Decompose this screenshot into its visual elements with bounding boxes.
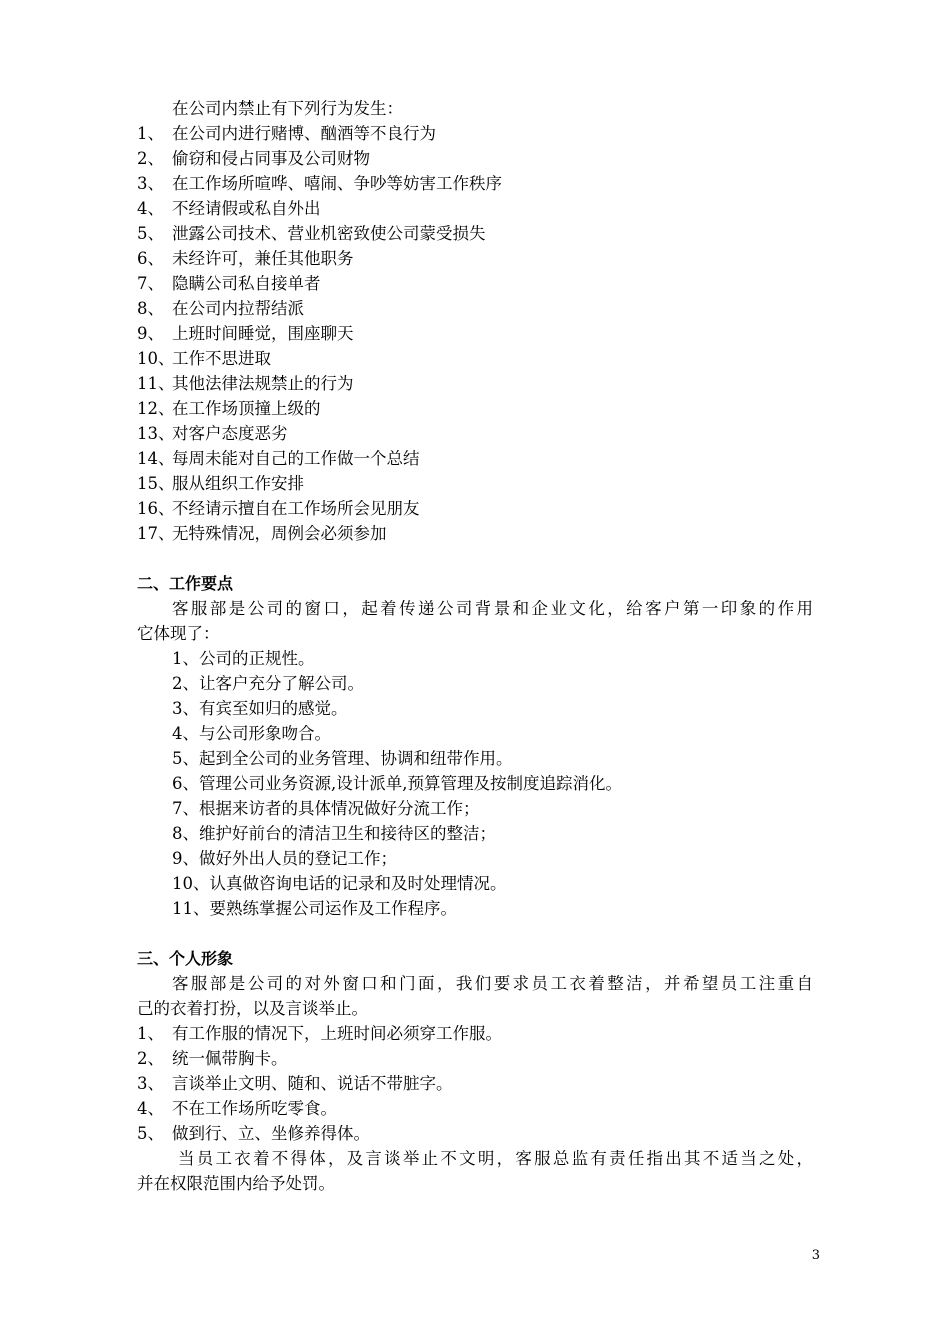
- item-number: 4、: [137, 199, 164, 218]
- item-text: 每周未能对自己的工作做一个总结: [172, 449, 420, 468]
- item-number: 5、: [137, 1124, 164, 1143]
- list-item: [0, 696, 950, 721]
- item-text: 有工作服的情况下，上班时间必须穿工作服。: [172, 1024, 502, 1043]
- item-text: 服从组织工作安排: [172, 474, 304, 493]
- list-item: [0, 1121, 950, 1146]
- list-item: [0, 871, 950, 896]
- list-item: [0, 321, 950, 346]
- paragraph-text: 己的衣着打扮，以及言谈举止。: [137, 999, 368, 1018]
- item-text: 言谈举止文明、随和、说话不带脏字。: [172, 1074, 453, 1093]
- section3-para-line: [0, 996, 950, 1021]
- item-number: 4、: [137, 1099, 164, 1118]
- list-item: [0, 296, 950, 321]
- paragraph-text: 并在权限范围内给予处罚。: [137, 1174, 335, 1193]
- item-number: 5、: [137, 224, 164, 243]
- list-item: [0, 671, 950, 696]
- item-number: 2、: [137, 149, 164, 168]
- item-number: 1、: [137, 124, 164, 143]
- item-number: 13、: [137, 424, 175, 443]
- item-text: 隐瞒公司私自接单者: [172, 274, 321, 293]
- item-number: 15、: [137, 474, 175, 493]
- item-number: 3、: [137, 174, 164, 193]
- item-text: 泄露公司技术、营业机密致使公司蒙受损失: [172, 224, 486, 243]
- item-text: 无特殊情况，周例会必须参加: [172, 524, 387, 543]
- list-item: [0, 246, 950, 271]
- list-item: [0, 396, 950, 421]
- paragraph-text: 客服部是公司的窗口，起着传递公司背景和企业文化，给客户第一印象的作用: [172, 599, 813, 618]
- item-number: 6、: [137, 249, 164, 268]
- list-item: [0, 1021, 950, 1046]
- list-item: [0, 796, 950, 821]
- paragraph-text: 当员工衣着不得体，及言谈举止不文明，客服总监有责任指出其不适当之处，: [178, 1149, 813, 1168]
- section-heading: 二、工作要点: [137, 574, 234, 593]
- item-text: 6、管理公司业务资源,设计派单,预算管理及按制度追踪消化。: [172, 774, 622, 793]
- list-item: [0, 646, 950, 671]
- item-text: 3、有宾至如归的感觉。: [172, 699, 348, 718]
- item-text: 11、要熟练掌握公司运作及工作程序。: [172, 899, 457, 918]
- list-item: [0, 271, 950, 296]
- list-item: [0, 1046, 950, 1071]
- item-text: 统一佩带胸卡。: [172, 1049, 288, 1068]
- list-item: [0, 521, 950, 546]
- list-item: [0, 721, 950, 746]
- list-item: [0, 421, 950, 446]
- list-item: [0, 471, 950, 496]
- item-text: 在公司内进行赌博、酗酒等不良行为: [172, 124, 436, 143]
- item-text: 工作不思进取: [172, 349, 271, 368]
- section3-para-line: [0, 971, 950, 996]
- section2-para-line: [0, 621, 950, 646]
- list-item: [0, 146, 950, 171]
- item-text: 5、起到全公司的业务管理、协调和纽带作用。: [172, 749, 513, 768]
- list-item: [0, 821, 950, 846]
- list-item: [0, 846, 950, 871]
- list-item: [0, 171, 950, 196]
- item-number: 2、: [137, 1049, 164, 1068]
- item-text: 做到行、立、坐修养得体。: [172, 1124, 370, 1143]
- item-text: 7、根据来访者的具体情况做好分流工作；: [172, 799, 480, 818]
- item-text: 对客户态度恶劣: [172, 424, 288, 443]
- item-text: 偷窃和侵占同事及公司财物: [172, 149, 370, 168]
- item-number: 11、: [137, 374, 175, 393]
- section-heading: 三、个人形象: [137, 949, 234, 968]
- item-number: 8、: [137, 299, 164, 318]
- item-text: 9、做好外出人员的登记工作；: [172, 849, 397, 868]
- section1-intro: 在公司内禁止有下列行为发生：: [172, 99, 403, 118]
- item-text: 未经许可，兼任其他职务: [172, 249, 354, 268]
- list-item: [0, 1071, 950, 1096]
- item-text: 1、公司的正规性。: [172, 649, 315, 668]
- item-text: 在工作场顶撞上级的: [172, 399, 321, 418]
- list-item: [0, 1096, 950, 1121]
- list-item: [0, 771, 950, 796]
- section1-intro-line: [0, 96, 950, 121]
- item-number: 12、: [137, 399, 175, 418]
- item-text: 不经请假或私自外出: [172, 199, 321, 218]
- paragraph-text: 客服部是公司的对外窗口和门面，我们要求员工衣着整洁，并希望员工注重自: [172, 974, 813, 993]
- list-item: [0, 121, 950, 146]
- closing-line: [0, 1171, 950, 1196]
- item-text: 2、让客户充分了解公司。: [172, 674, 364, 693]
- item-text: 不经请示擅自在工作场所会见朋友: [172, 499, 420, 518]
- section2-heading-line: [0, 571, 950, 596]
- list-item: [0, 746, 950, 771]
- item-number: 1、: [137, 1024, 164, 1043]
- item-text: 在工作场所喧哗、嘻闹、争吵等妨害工作秩序: [172, 174, 502, 193]
- closing-line: [0, 1146, 950, 1171]
- item-number: 3、: [137, 1074, 164, 1093]
- item-text: 不在工作场所吃零食。: [172, 1099, 337, 1118]
- list-item: [0, 896, 950, 921]
- list-item: [0, 196, 950, 221]
- list-item: [0, 446, 950, 471]
- item-number: 7、: [137, 274, 164, 293]
- item-text: 上班时间睡觉，围座聊天: [172, 324, 354, 343]
- item-text: 8、维护好前台的清洁卫生和接待区的整洁；: [172, 824, 496, 843]
- item-number: 16、: [137, 499, 175, 518]
- section2-para-line: [0, 596, 950, 621]
- item-number: 17、: [137, 524, 175, 543]
- list-item: [0, 221, 950, 246]
- item-text: 在公司内拉帮结派: [172, 299, 304, 318]
- item-text: 4、与公司形象吻合。: [172, 724, 331, 743]
- item-number: 14、: [137, 449, 175, 468]
- list-item: [0, 346, 950, 371]
- list-item: [0, 496, 950, 521]
- item-text: 其他法律法规禁止的行为: [172, 374, 354, 393]
- item-text: 10、认真做咨询电话的记录和及时处理情况。: [172, 874, 507, 893]
- page-number: 3: [811, 1248, 820, 1263]
- section3-heading-line: [0, 946, 950, 971]
- list-item: [0, 371, 950, 396]
- item-number: 9、: [137, 324, 164, 343]
- item-number: 10、: [137, 349, 175, 368]
- paragraph-text: 它体现了：: [137, 624, 220, 643]
